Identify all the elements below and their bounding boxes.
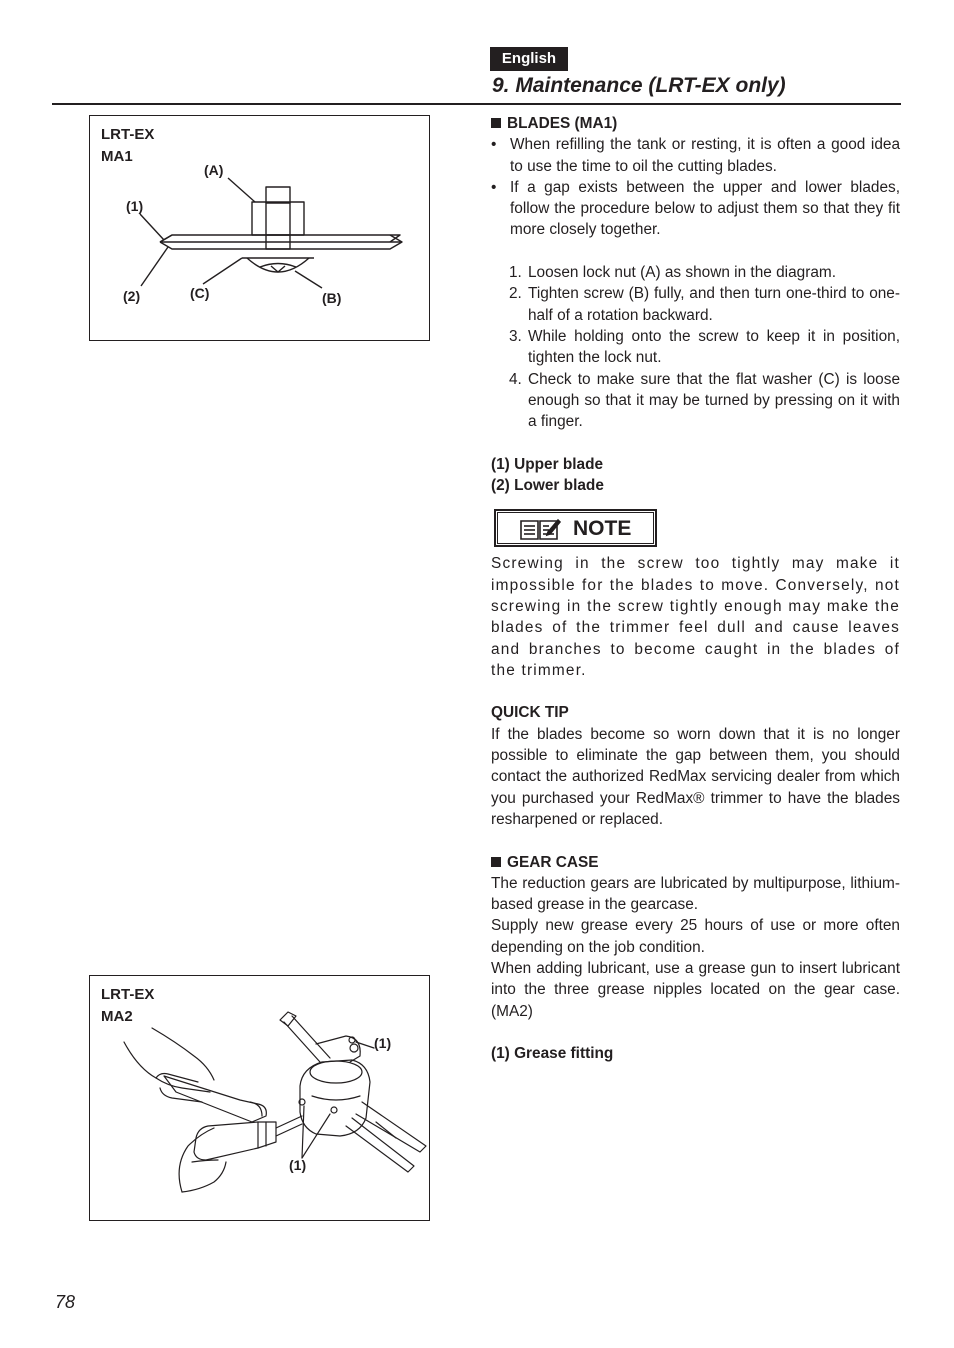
blades-bullet: • When refilling the tank or resting, it is often a good idea to use the time to oil the cutting blades. <box>491 136 900 175</box>
gear-case-paragraph: When adding lubricant, use a grease gun to insert lubricant into the three grease nipples located on the gear case. (MA2) <box>491 959 900 1020</box>
blades-step: 1. Loosen lock nut (A) as shown in the diagram. <box>509 264 836 282</box>
callout-a: (A) <box>204 162 224 178</box>
note-text: Screwing in the screw too tightly may make it impossible for the blades to move. Conversely, not screwing in the screw tightly enough may make the blades of the trimmer feel dull and cause leaves and branches to become caught in the blades of the trimmer. <box>491 555 900 679</box>
callout-b: (B) <box>322 290 342 306</box>
legend-lower-blade: (2) Lower blade <box>491 477 604 495</box>
callout-1: (1) <box>126 198 144 214</box>
note-book-icon <box>519 518 561 540</box>
blade-assembly-drawing <box>90 116 429 340</box>
page-number: 78 <box>55 1292 76 1312</box>
gear-case-heading: GEAR CASE <box>491 852 900 873</box>
figure-ma2-code: MA2 <box>101 1008 133 1025</box>
callout-1-top: (1) <box>374 1035 392 1051</box>
legend-grease-fitting: (1) Grease fitting <box>491 1045 614 1063</box>
gear-case-paragraph: Supply new grease every 25 hours of use or more often depending on the job condition. <box>491 917 900 956</box>
square-bullet-icon <box>491 857 501 867</box>
note-label: NOTE <box>573 517 632 541</box>
blades-bullet: • If a gap exists between the upper and lower blades, follow the procedure below to adjust them so that they fit more closely together. <box>491 178 900 239</box>
blades-step: 3. While holding onto the screw to keep it in position, tighten the lock nut. <box>509 327 900 367</box>
callout-c: (C) <box>190 285 210 301</box>
figure-ma2 <box>89 975 430 1221</box>
text-column <box>491 113 900 1064</box>
figure-ma2-model: LRT-EX <box>101 986 155 1003</box>
section-title: 9. Maintenance (LRT-EX only) <box>492 74 786 97</box>
blades-step: 2. Tighten screw (B) fully, and then turn one-third to one-half of a rotation backward. <box>509 285 900 324</box>
blades-heading: BLADES (MA1) <box>491 113 900 134</box>
callout-1-bottom: (1) <box>289 1157 307 1173</box>
note-box <box>494 509 657 547</box>
callout-2: (2) <box>123 288 141 304</box>
figure-ma1-code: MA1 <box>101 148 133 165</box>
legend-upper-blade: (1) Upper blade <box>491 455 604 473</box>
quick-tip-heading: QUICK TIP <box>491 704 569 722</box>
gear-case-paragraph: The reduction gears are lubricated by multipurpose, lithium-based grease in the gearcase. <box>491 874 900 914</box>
language-badge: English <box>490 47 568 71</box>
grease-gun-drawing <box>90 976 429 1220</box>
square-bullet-icon <box>491 118 501 128</box>
blades-step: 4. Check to make sure that the flat washer (C) is loose enough so that it may be turned by pressing on it with a finger. <box>509 370 900 431</box>
header-rule <box>52 103 901 105</box>
figure-ma1-model: LRT-EX <box>101 126 155 143</box>
quick-tip-text: If the blades become so worn down that it is no longer possible to eliminate the gap between them, you should contact the authorized RedMax servicing dealer from which you purchased your RedMax® trimmer to have the blades resharpened or replaced. <box>491 725 900 828</box>
figure-ma1 <box>89 115 430 341</box>
